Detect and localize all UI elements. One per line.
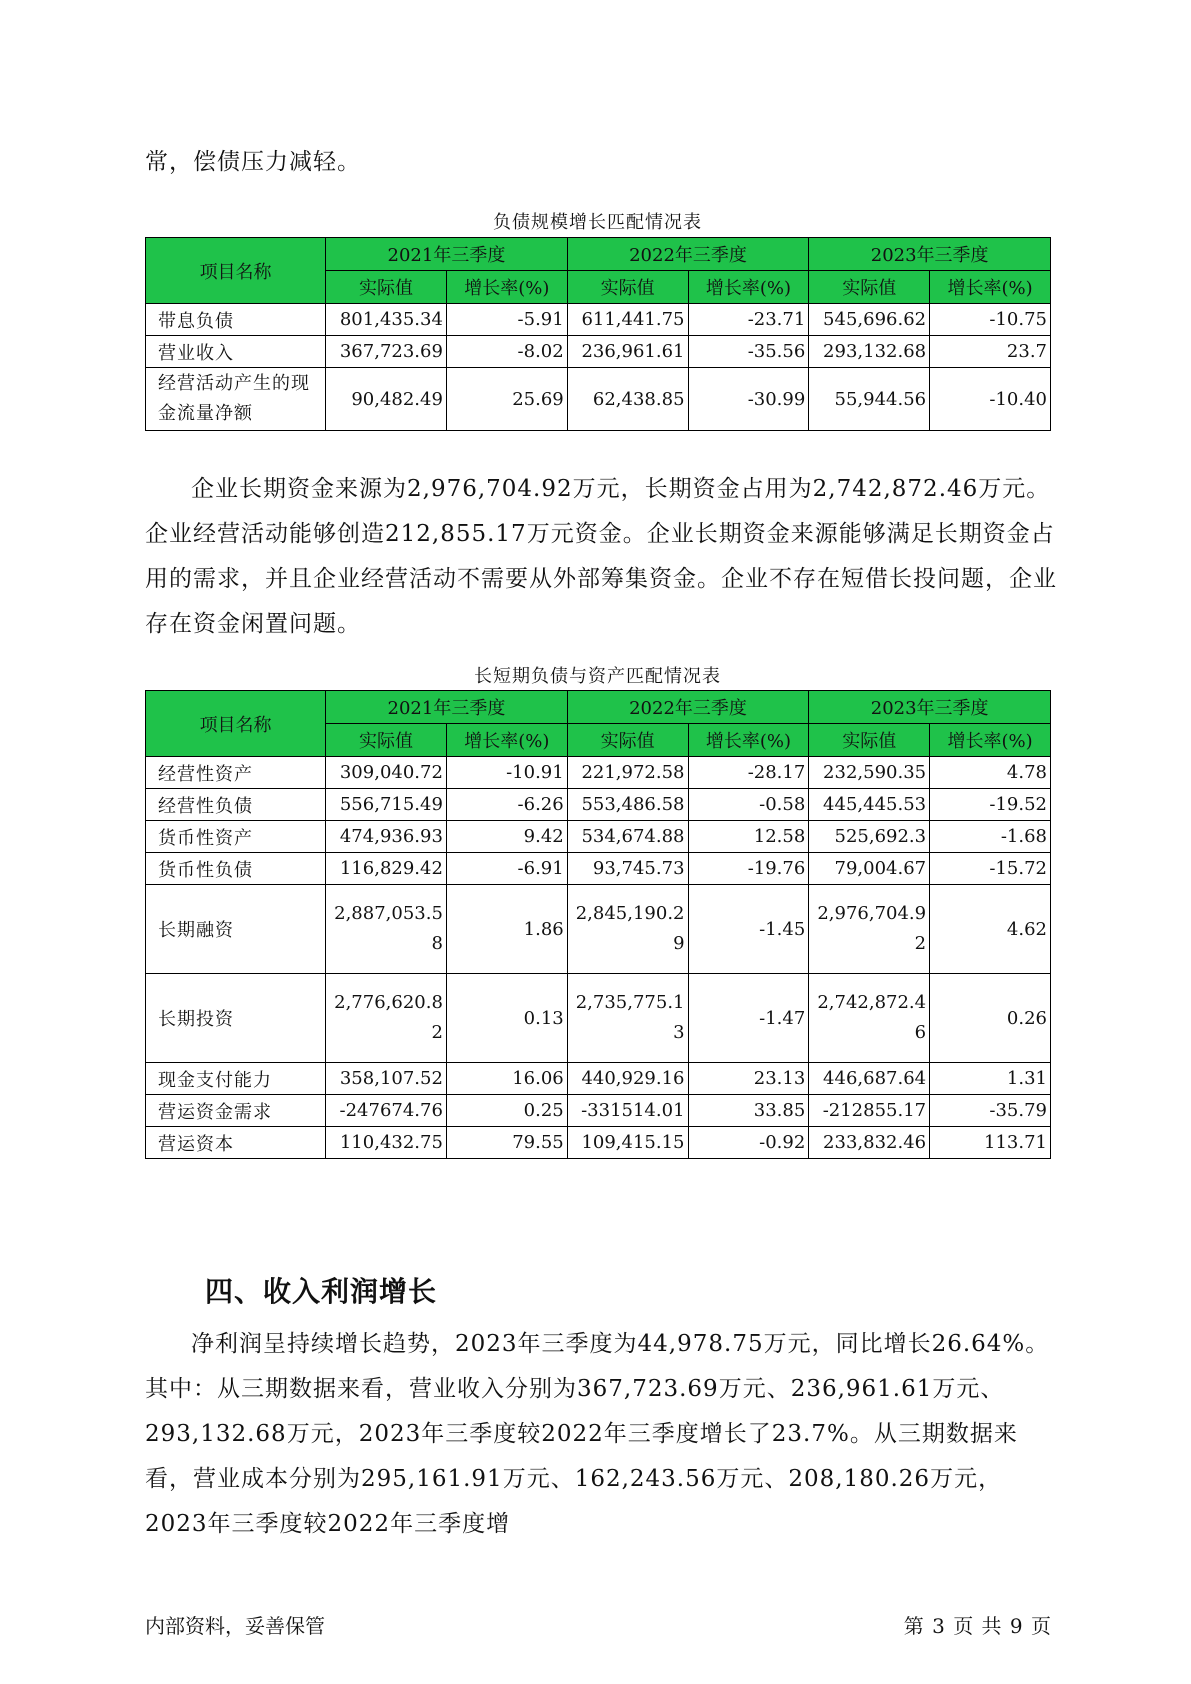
table1-subheader: 增长率(%) (930, 271, 1051, 304)
cell-value: 2,887,053.58 (326, 885, 447, 974)
cell-value: 116,829.42 (326, 853, 447, 885)
cell-value: 534,674.88 (567, 821, 688, 853)
cell-value: 109,415.15 (567, 1127, 688, 1159)
row-name: 经营活动产生的现金流量净额 (146, 368, 326, 431)
row-name: 营运资金需求 (146, 1095, 326, 1127)
row-name: 营业收入 (146, 336, 326, 368)
cell-value: 62,438.85 (567, 368, 688, 431)
cell-growth: 9.42 (446, 821, 567, 853)
table1-subheader: 实际值 (567, 271, 688, 304)
cell-value: 358,107.52 (326, 1063, 447, 1095)
cell-value: 446,687.64 (809, 1063, 930, 1095)
cell-growth: -10.91 (446, 757, 567, 789)
cell-value: 309,040.72 (326, 757, 447, 789)
intro-text: 常，偿债压力减轻。 (145, 149, 361, 175)
table2-corner-header: 项目名称 (146, 691, 326, 757)
cell-growth: 113.71 (930, 1127, 1051, 1159)
cell-growth: -0.58 (688, 789, 809, 821)
table-row (146, 789, 1051, 821)
table2-period-header: 2021年三季度 (326, 691, 568, 724)
table1-caption: 负债规模增长匹配情况表 (493, 212, 702, 233)
cell-growth: 1.31 (930, 1063, 1051, 1095)
table1-subheader: 实际值 (809, 271, 930, 304)
cell-growth: 23.7 (930, 336, 1051, 368)
table2-period-header: 2023年三季度 (809, 691, 1051, 724)
footer-confidential-note: 内部资料，妥善保管 (145, 1614, 325, 1638)
cell-growth: 0.26 (930, 974, 1051, 1063)
cell-growth: -8.02 (446, 336, 567, 368)
cell-value: 474,936.93 (326, 821, 447, 853)
table2-caption: 长短期负债与资产匹配情况表 (474, 666, 721, 687)
cell-growth: 23.13 (688, 1063, 809, 1095)
cell-value: 611,441.75 (567, 304, 688, 336)
table1-corner-header: 项目名称 (146, 238, 326, 304)
cell-growth: 4.78 (930, 757, 1051, 789)
table-row (146, 821, 1051, 853)
row-name: 长期融资 (146, 885, 326, 974)
cell-growth: -35.56 (688, 336, 809, 368)
table-row (146, 1095, 1051, 1127)
cell-growth: 33.85 (688, 1095, 809, 1127)
cell-growth: -19.52 (930, 789, 1051, 821)
cell-growth: -35.79 (930, 1095, 1051, 1127)
cell-value: 233,832.46 (809, 1127, 930, 1159)
table2-subheader: 增长率(%) (688, 724, 809, 757)
cell-growth: -0.92 (688, 1127, 809, 1159)
row-name: 经营性资产 (146, 757, 326, 789)
cell-value: 556,715.49 (326, 789, 447, 821)
table1-period-header: 2021年三季度 (326, 238, 568, 271)
table2-subheader: 实际值 (809, 724, 930, 757)
table-row (146, 885, 1051, 974)
cell-value: 553,486.58 (567, 789, 688, 821)
table2-subheader: 实际值 (567, 724, 688, 757)
row-name: 货币性负债 (146, 853, 326, 885)
cell-value: 801,435.34 (326, 304, 447, 336)
table1-subheader: 实际值 (326, 271, 447, 304)
cell-growth: -5.91 (446, 304, 567, 336)
cell-growth: -30.99 (688, 368, 809, 431)
cell-growth: 79.55 (446, 1127, 567, 1159)
cell-value: 2,776,620.82 (326, 974, 447, 1063)
cell-growth: -6.26 (446, 789, 567, 821)
table1-subheader: 增长率(%) (688, 271, 809, 304)
cell-growth: -1.45 (688, 885, 809, 974)
table-debt-asset-matching (145, 690, 1051, 1159)
cell-value: 2,976,704.92 (809, 885, 930, 974)
cell-value: 90,482.49 (326, 368, 447, 431)
row-name: 营运资本 (146, 1127, 326, 1159)
cell-value: 367,723.69 (326, 336, 447, 368)
cell-growth: 16.06 (446, 1063, 567, 1095)
cell-value: 2,742,872.46 (809, 974, 930, 1063)
table2-subheader: 增长率(%) (446, 724, 567, 757)
table-row (146, 1127, 1051, 1159)
table2-subheader: 实际值 (326, 724, 447, 757)
cell-value: 79,004.67 (809, 853, 930, 885)
section-heading: 四、收入利润增长 (205, 1275, 438, 1308)
row-name: 长期投资 (146, 974, 326, 1063)
cell-growth: 0.13 (446, 974, 567, 1063)
table-row (146, 368, 1051, 431)
cell-value: 232,590.35 (809, 757, 930, 789)
cell-value: 93,745.73 (567, 853, 688, 885)
table1-period-header: 2022年三季度 (567, 238, 809, 271)
cell-value: -212855.17 (809, 1095, 930, 1127)
paragraph-profit: 净利润呈持续增长趋势，2023年三季度为44,978.75万元，同比增长26.64%。其中：从三期数据来看，营业收入分别为367,723.69万元、236,961.61万元、293,132.68万元，2023年三季度较2022年三季度增长了23.7%。从三期数据来看，营业成本分别为295,161.91万元、162,243.56万元、208,180.26万元，2023年三季度较2022年三季度增 (145, 1331, 1050, 1537)
row-name: 经营性负债 (146, 789, 326, 821)
row-name: 货币性资产 (146, 821, 326, 853)
cell-value: 2,845,190.29 (567, 885, 688, 974)
cell-growth: 0.25 (446, 1095, 567, 1127)
table2-subheader: 增长率(%) (930, 724, 1051, 757)
table-row (146, 974, 1051, 1063)
cell-growth: -10.75 (930, 304, 1051, 336)
row-name: 现金支付能力 (146, 1063, 326, 1095)
table-row (146, 1063, 1051, 1095)
paragraph-capital: 企业长期资金来源为2,976,704.92万元，长期资金占用为2,742,872.46万元。企业经营活动能够创造212,855.17万元资金。企业长期资金来源能够满足长期资金占用的需求，并且企业经营活动不需要从外部筹集资金。企业不存在短借长投问题，企业存在资金闲置问题。 (145, 476, 1057, 637)
cell-growth: 12.58 (688, 821, 809, 853)
row-name: 带息负债 (146, 304, 326, 336)
cell-value: 445,445.53 (809, 789, 930, 821)
table1-subheader: 增长率(%) (446, 271, 567, 304)
cell-growth: -28.17 (688, 757, 809, 789)
cell-growth: -23.71 (688, 304, 809, 336)
table-row (146, 853, 1051, 885)
table2-period-header: 2022年三季度 (567, 691, 809, 724)
cell-value: 440,929.16 (567, 1063, 688, 1095)
cell-growth: 25.69 (446, 368, 567, 431)
cell-growth: -1.47 (688, 974, 809, 1063)
cell-growth: 1.86 (446, 885, 567, 974)
table-row (146, 304, 1051, 336)
table-row (146, 336, 1051, 368)
cell-growth: -19.76 (688, 853, 809, 885)
cell-value: 221,972.58 (567, 757, 688, 789)
cell-value: 525,692.3 (809, 821, 930, 853)
cell-growth: 4.62 (930, 885, 1051, 974)
cell-growth: -1.68 (930, 821, 1051, 853)
table-liability-growth (145, 237, 1051, 431)
cell-value: 55,944.56 (809, 368, 930, 431)
cell-value: 110,432.75 (326, 1127, 447, 1159)
cell-value: -247674.76 (326, 1095, 447, 1127)
cell-growth: -10.40 (930, 368, 1051, 431)
cell-value: 2,735,775.13 (567, 974, 688, 1063)
cell-growth: -15.72 (930, 853, 1051, 885)
cell-value: 236,961.61 (567, 336, 688, 368)
cell-growth: -6.91 (446, 853, 567, 885)
cell-value: 293,132.68 (809, 336, 930, 368)
cell-value: -331514.01 (567, 1095, 688, 1127)
cell-value: 545,696.62 (809, 304, 930, 336)
table1-period-header: 2023年三季度 (809, 238, 1051, 271)
table-row (146, 757, 1051, 789)
footer-page-number: 第 3 页 共 9 页 (903, 1614, 1051, 1638)
